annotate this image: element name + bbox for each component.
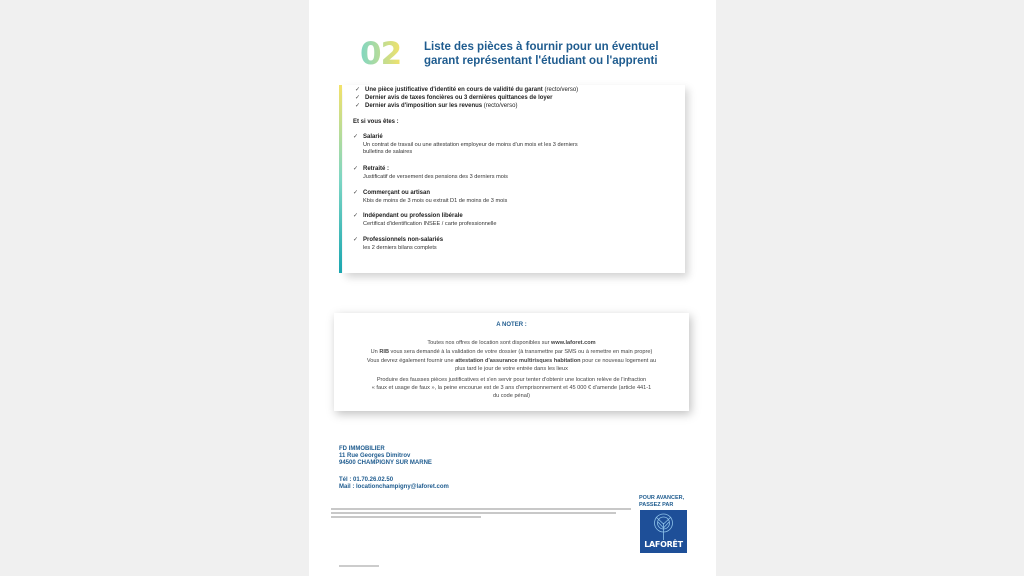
required-doc-item: ✓ Une pièce justificative d'identité en cours de validité du garant (recto/verso)	[355, 87, 579, 93]
category-title: ✓ Indépendant ou profession libérale	[353, 213, 463, 219]
title-line: garant représentant l'étudiant ou l'apprenti	[424, 55, 658, 67]
city-address: 94500 CHAMPIGNY SUR MARNE	[339, 460, 432, 466]
slogan: POUR AVANCER, PASSEZ PAR	[639, 495, 685, 508]
laforet-logo: LAFORÊT	[640, 510, 687, 553]
gradient-bar	[339, 85, 342, 273]
company-name: FD IMMOBILIER	[339, 446, 385, 452]
check-icon: ✓	[353, 166, 359, 172]
check-icon: ✓	[353, 237, 359, 243]
title-line: Liste des pièces à fournir pour un éventuel	[424, 41, 659, 53]
category-desc: Justificatif de versement des pensions des 3 derniers mois	[363, 174, 508, 180]
category-desc: Kbis de moins de 3 mois ou extrait D1 de moins de 3 mois	[363, 198, 508, 204]
category-title: ✓ Salarié	[353, 134, 383, 140]
note-line: Produire des fausses pièces justificatives et s'en servir pour tenter d'obtenir une location relève de l'infraction	[376, 377, 647, 383]
note-line: Un RIB vous sera demandé à la validation de votre dossier (à transmettre par SMS ou à remettre en main propre)	[370, 349, 653, 355]
check-icon: ✓	[353, 134, 359, 140]
note-line: plus tard le jour de votre entrée dans les lieux	[455, 366, 568, 372]
note-line: Toutes nos offres de location sont disponibles sur www.laforet.com	[427, 340, 596, 346]
agency-contact	[339, 446, 449, 491]
category-title: ✓ Commerçant ou artisan	[353, 190, 431, 196]
check-icon: ✓	[353, 190, 359, 196]
category-title: ✓ Retraité :	[353, 166, 390, 172]
note-heading: A NOTER :	[496, 322, 527, 328]
footer-fine-print	[339, 563, 379, 568]
required-doc-item: ✓ Dernier avis d'imposition sur les revenus (recto/verso)	[355, 103, 518, 109]
legal-fine-print	[331, 508, 631, 522]
phone: Tél : 01.70.26.02.50	[339, 477, 394, 483]
document-page	[309, 0, 716, 576]
check-icon: ✓	[355, 95, 361, 101]
required-doc-item: ✓ Dernier avis de taxes foncières ou 3 dernières quittances de loyer	[355, 95, 553, 101]
category-desc: Un contrat de travail ou une attestation employeur de moins d'un mois et les 3 derniers bulletins de salaires	[363, 142, 578, 155]
note-card	[334, 313, 689, 411]
note-line: du code pénal)	[492, 393, 530, 399]
note-line: Vous devrez également fournir une attestation d'assurance multirisques habitation pour ce nouveau logement au	[366, 358, 657, 364]
note-line: « faux et usage de faux », la peine encourue est de 3 ans d'emprisonnement et 45 000 € d'amende (article 441-1	[371, 385, 652, 391]
category-desc: Certificat d'identification INSEE / carte professionnelle	[363, 221, 497, 227]
section-title	[424, 40, 704, 68]
email-link[interactable]: Mail : locationchampigny@laforet.com	[339, 484, 449, 490]
check-icon: ✓	[355, 103, 361, 109]
category-title: ✓ Professionnels non-salariés	[353, 237, 444, 243]
if-you-are-label: Et si vous êtes :	[353, 119, 399, 125]
category-desc: les 2 derniers bilans complets	[363, 245, 437, 251]
check-icon: ✓	[355, 87, 361, 93]
section-number: 02	[360, 36, 402, 72]
street-address: 11 Rue Georges Dimitrov	[339, 453, 411, 459]
check-icon: ✓	[353, 213, 359, 219]
